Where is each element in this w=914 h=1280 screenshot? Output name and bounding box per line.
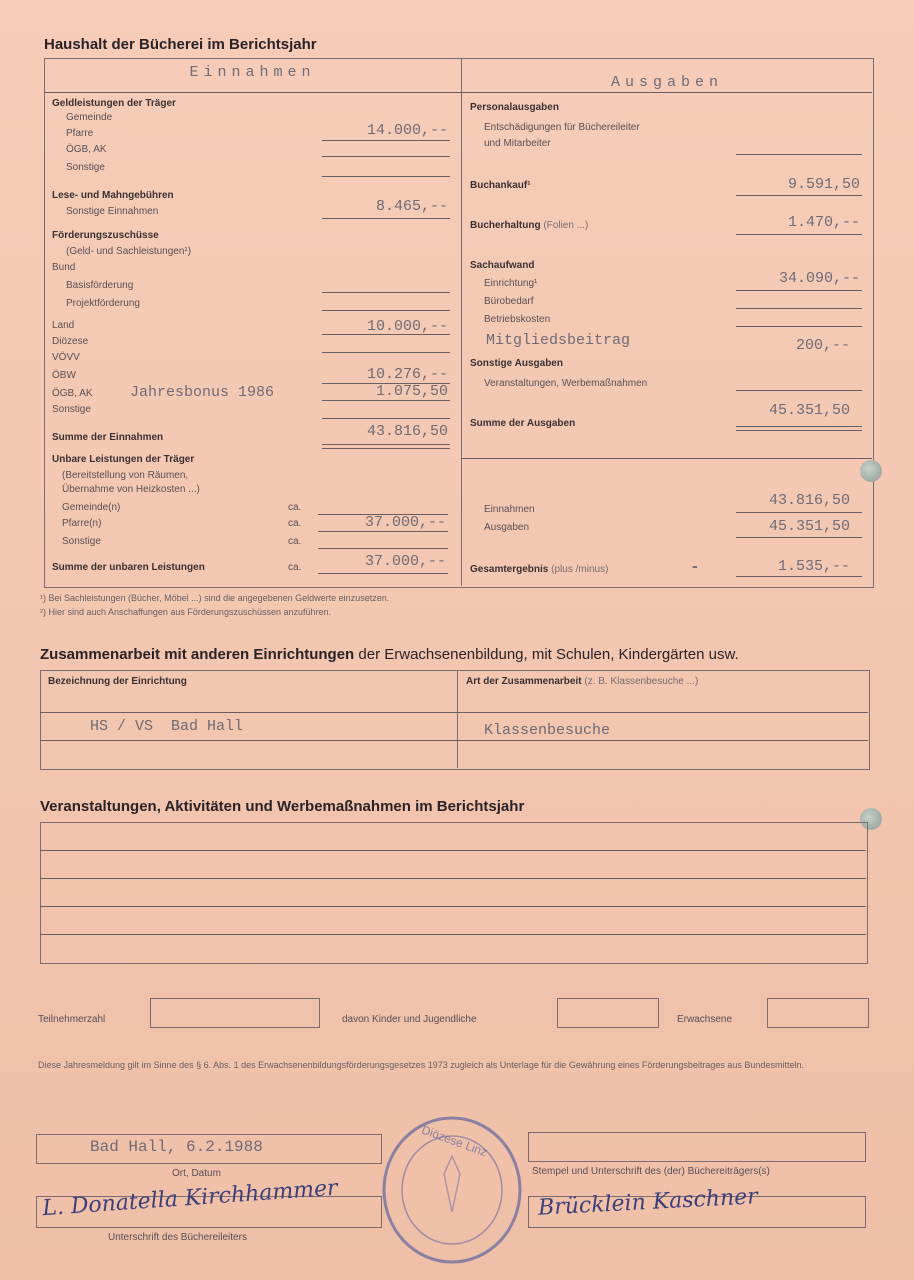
summe-einnahmen-line2: [322, 448, 450, 449]
gesamt-sub: (plus /minus): [551, 564, 609, 575]
sonstige-einnahmen-label: Sonstige Einnahmen: [66, 206, 159, 217]
dioezese-label: Diözese: [52, 336, 89, 347]
zusammenarbeit-col2: [466, 676, 698, 687]
land-line: [322, 334, 450, 335]
buchankauf-value: 9.591,50: [787, 176, 860, 193]
bucherhaltung-line: [736, 234, 862, 235]
pfarre-label: Pfarre: [66, 128, 94, 139]
oegb2-line: [322, 400, 450, 401]
bucherhaltung-sub: (Folien ...): [543, 220, 589, 231]
sonstige2-label: Sonstige: [52, 404, 91, 415]
ausgaben-header: Ausgaben: [610, 74, 723, 91]
ca-label-3: ca.: [288, 536, 302, 547]
lese-label: Lese- und Mahngebühren: [52, 190, 174, 201]
sonstige2-line: [322, 418, 450, 419]
bucherhaltung-text: Bucherhaltung: [470, 220, 541, 231]
footnote-1: ¹) Bei Sachleistungen (Bücher, Möbel ...) sind die angegebenen Geldwerte einzusetzen.: [40, 593, 390, 603]
sonstige3-label: Sonstige: [62, 536, 101, 547]
dioezese-line: [322, 352, 450, 353]
unbare-sub2: Übernahme von Heizkosten ...): [62, 484, 200, 495]
einnahmen-header: Einnahmen: [189, 64, 316, 81]
foerderung-label: Förderungszuschüsse: [52, 230, 159, 241]
buero-label: Bürobedarf: [484, 296, 534, 307]
gesamt-line: [736, 576, 862, 577]
signature-traeger: Brücklein Kaschner: [537, 1184, 759, 1221]
buchankauf-line: [736, 195, 862, 196]
sonstige-ausgaben-label: Sonstige Ausgaben: [470, 358, 563, 369]
bund-label: Bund: [52, 262, 76, 273]
basis-line: [322, 292, 450, 293]
pfarren-label: Pfarre(n): [62, 518, 102, 529]
zusammenarbeit-row1-col2: Klassenbesuche: [484, 722, 611, 739]
mitglied-note: Mitgliedsbeitrag: [486, 332, 631, 349]
sonstige-einnahmen-line: [322, 218, 450, 219]
summe-unbar-value: 37.000,--: [364, 553, 446, 570]
teilnehmerzahl-field[interactable]: [150, 998, 320, 1028]
ausgaben-bilanz-label: Ausgaben: [484, 522, 530, 533]
oegb2-label: ÖGB, AK: [52, 388, 93, 399]
einnahmen-bilanz-value: 43.816,50: [768, 492, 850, 509]
veranstaltungen-table: [40, 822, 868, 964]
footnote-2: ²) Hier sind auch Anschaffungen aus Förderungszuschüssen anzuführen.: [40, 607, 332, 617]
foerderung-sub-label: (Geld- und Sachleistungen¹): [66, 246, 192, 257]
sonstige3-line: [318, 548, 448, 549]
zusammenarbeit-col2-text: Art der Zusammenarbeit: [466, 676, 582, 687]
betrieb-label: Betriebskosten: [484, 314, 551, 325]
summe-ausgaben-line2: [736, 430, 862, 431]
sonstige-einnahmen-value: 8.465,--: [375, 198, 448, 215]
summe-ausgaben-line: [736, 426, 862, 427]
summe-unbar-line: [318, 573, 448, 574]
sonstige-line: [322, 176, 450, 177]
veranstaltungen-rule1: [40, 850, 866, 851]
gesamt-text: Gesamtergebnis: [470, 564, 549, 575]
projekt-label: Projektförderung: [66, 298, 140, 309]
oebw-value: 10.276,--: [366, 366, 448, 383]
ort-datum-label: Ort, Datum: [172, 1168, 221, 1179]
jahresbonus-note: Jahresbonus 1986: [130, 384, 275, 401]
summe-unbar-label: Summe der unbaren Leistungen: [52, 562, 205, 573]
stamp-text: Diözese Linz: [419, 1122, 490, 1160]
punch-hole-top: [860, 460, 882, 482]
erwachsene-label: Erwachsene: [677, 1014, 733, 1025]
oegb2-value: 1.075,50: [375, 383, 448, 400]
voew-label: VÖVV: [52, 352, 80, 363]
einnahmen-bilanz-label: Einnahmen: [484, 504, 535, 515]
stamp: [380, 1116, 524, 1264]
sonstige-label: Sonstige: [66, 162, 105, 173]
veranstaltungen-title: Veranstaltungen, Aktivitäten und Werbemaßnahmen im Berichtsjahr: [40, 798, 525, 815]
land-value: 10.000,--: [366, 318, 448, 335]
zusammenarbeit-col-divider: [457, 670, 458, 768]
veranstaltungen-rule3: [40, 906, 866, 907]
buero-line: [736, 308, 862, 309]
ausgaben-bilanz-line: [736, 537, 862, 538]
signature-leiter: L. Donatella Kirchhammer: [41, 1175, 339, 1222]
veranst-value: 45.351,50: [768, 402, 850, 419]
unterschrift-label: Unterschrift des Büchereileiters: [108, 1232, 247, 1243]
kinder-field[interactable]: [557, 998, 659, 1028]
veranst-line: [736, 390, 862, 391]
column-divider: [461, 58, 462, 586]
basis-label: Basisförderung: [66, 280, 134, 291]
einrichtung-line: [736, 290, 862, 291]
oebw-label: ÖBW: [52, 370, 76, 381]
unbare-label: Unbare Leistungen der Träger: [52, 454, 195, 465]
veranstaltungen-rule4: [40, 934, 866, 935]
veranstaltungen-rule2: [40, 878, 866, 879]
mitglied-value: 200,--: [795, 337, 850, 354]
erwachsene-field[interactable]: [767, 998, 869, 1028]
pfarre-line: [322, 140, 450, 141]
buchankauf-label: Buchankauf¹: [470, 180, 531, 191]
kinder-label: davon Kinder und Jugendliche: [342, 1014, 477, 1025]
stempel-field[interactable]: [528, 1132, 866, 1162]
veranst-label: Veranstaltungen, Werbemaßnahmen: [484, 378, 648, 389]
ort-datum-value: Bad Hall, 6.2.1988: [90, 1138, 263, 1156]
summe-einnahmen-label: Summe der Einnahmen: [52, 432, 164, 443]
zusammenarbeit-col1: Bezeichnung der Einrichtung: [48, 676, 187, 687]
zusammenarbeit-row-rule2: [40, 740, 868, 741]
summe-ausgaben-label: Summe der Ausgaben: [470, 418, 576, 429]
bilanz-divider: [461, 458, 872, 459]
gemeinde-label: Gemeinde: [66, 112, 113, 123]
zusammenarbeit-col2-sub: (z. B. Klassenbesuche ...): [584, 676, 699, 687]
geldleistungen-label: Geldleistungen der Träger: [52, 98, 176, 109]
entsch1-label: Entschädigungen für Büchereileiter: [484, 122, 640, 133]
zusammenarbeit-title-rest: der Erwachsenenbildung, mit Schulen, Kindergärten usw.: [354, 646, 739, 663]
zusammenarbeit-title: [40, 646, 739, 663]
header-rule: [44, 92, 872, 93]
oegb-line: [322, 156, 450, 157]
summe-einnahmen-value: 43.816,50: [366, 423, 448, 440]
summe-einnahmen-line: [322, 444, 450, 445]
einnahmen-bilanz-line: [736, 512, 862, 513]
zusammenarbeit-row1-col1: HS / VS Bad Hall: [90, 718, 244, 735]
gesamt-label: [470, 564, 608, 575]
bucherhaltung-label: [470, 220, 588, 231]
bucherhaltung-value: 1.470,--: [787, 214, 860, 231]
zusammenarbeit-row-rule1: [40, 712, 868, 713]
ausgaben-bilanz-value: 45.351,50: [768, 518, 850, 535]
zusammenarbeit-title-bold: Zusammenarbeit mit anderen Einrichtungen: [40, 646, 355, 663]
gesamt-sign: -: [690, 558, 700, 576]
gemeinden-label: Gemeinde(n): [62, 502, 121, 513]
sachaufwand-label: Sachaufwand: [470, 260, 535, 271]
pfarren-value: 37.000,--: [364, 514, 446, 531]
entsch2-label: und Mitarbeiter: [484, 138, 551, 149]
betrieb-line: [736, 326, 862, 327]
personal-label: Personalausgaben: [470, 102, 559, 113]
unbare-sub1: (Bereitstellung von Räumen,: [62, 470, 189, 481]
einrichtung-label: Einrichtung¹: [484, 278, 538, 289]
pfarren-line: [318, 531, 448, 532]
land-label: Land: [52, 320, 75, 331]
entsch-line: [736, 154, 862, 155]
pfarre-value: 14.000,--: [366, 122, 448, 139]
gesamt-value: 1.535,--: [777, 558, 850, 575]
ca-label-2: ca.: [288, 518, 302, 529]
projekt-line: [322, 310, 450, 311]
stempel-label: Stempel und Unterschrift des (der) Büchereiträgers(s): [532, 1166, 770, 1177]
oegb-label: ÖGB, AK: [66, 144, 107, 155]
ca-label-1: ca.: [288, 502, 302, 513]
rechtshinweis: Diese Jahresmeldung gilt im Sinne des § 6. Abs. 1 des Erwachsenenbildungsförderungsgesetzes 1973 zugleich als Unterlage für die Gewährung eines Förderungsbeitrages aus Bundesmitteln.: [38, 1060, 804, 1070]
haushalt-title: Haushalt der Bücherei im Berichtsjahr: [44, 36, 317, 53]
einrichtung-value: 34.090,--: [778, 270, 860, 287]
teilnehmerzahl-label: Teilnehmerzahl: [38, 1014, 106, 1025]
ca-label-4: ca.: [288, 562, 302, 573]
